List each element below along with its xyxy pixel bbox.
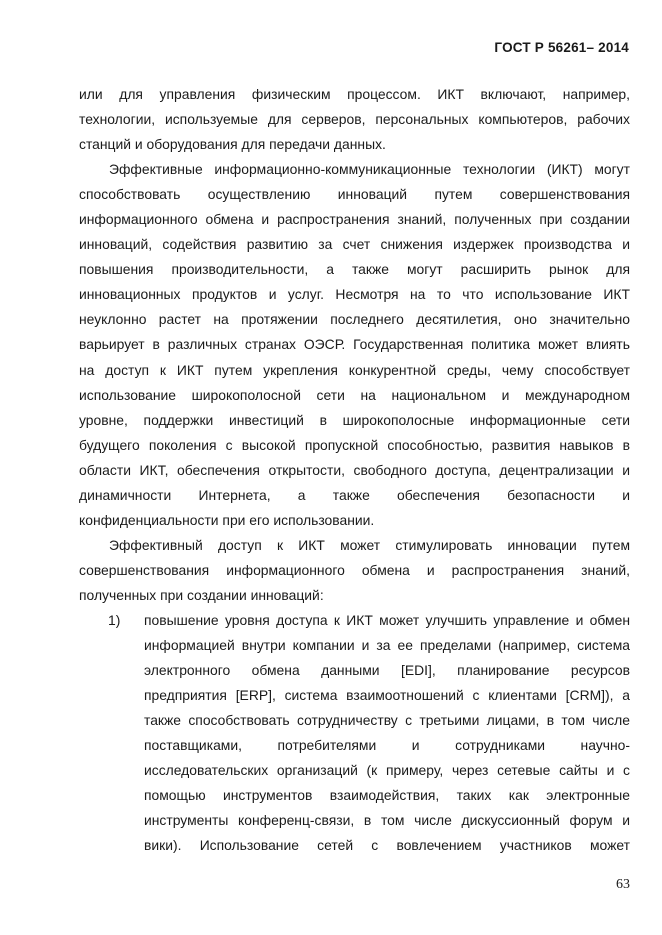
text-line: повышения производительности, а также могут расширить рынок для (79, 261, 630, 278)
text-line: использование широкополосной сети на национальном и международном (79, 386, 630, 403)
text-line: будущего поколения с высокой пропускной способностью, развития навыков в (79, 436, 630, 453)
text-line: неуклонно растет на протяжении последнего десятилетия, оно значительно (79, 311, 630, 328)
text-line: станций и оборудования для передачи данных. (79, 136, 386, 153)
list-item-1 (79, 608, 630, 858)
text-line: информационного обмена и распространения знаний, полученных при создании (79, 211, 630, 228)
text-line: инноваций, содействия развитию за счет снижения издержек производства и (79, 236, 630, 253)
text-line: на доступ к ИКТ путем укрепления конкурентной среды, чему способствует (79, 361, 630, 378)
text-line: информацией внутри компании и за ее пределами (например, система (144, 637, 630, 654)
text-line: уровне, поддержки инвестиций в широкополосные информационные сети (79, 411, 630, 428)
document-body (79, 82, 630, 858)
list-item-number: 1) (108, 611, 121, 628)
text-line: конфиденциальности при его использовании. (79, 511, 375, 528)
text-line: помощью инструментов взаимодействия, таких как электронные (144, 787, 630, 804)
text-line: Эффективные информационно-коммуникационные технологии (ИКТ) могут (109, 161, 630, 178)
text-line: совершенствования информационного обмена и распространения знаний, (79, 561, 630, 578)
paragraph-1 (79, 82, 630, 157)
paragraph-3 (79, 533, 630, 608)
text-line: поставщиками, потребителями и сотрудниками научно- (144, 737, 630, 754)
text-line: повышение уровня доступа к ИКТ может улучшить управление и обмен (144, 611, 630, 628)
text-line: полученных при создании инноваций: (79, 586, 324, 603)
page-number: 63 (616, 877, 630, 892)
text-line: исследовательских организаций (к примеру, через сетевые сайты и с (144, 762, 630, 779)
text-line: Эффективный доступ к ИКТ может стимулировать инновации путем (109, 536, 630, 553)
text-line: электронного обмена данными [EDI], планирование ресурсов (144, 662, 630, 679)
text-line: способствовать осуществлению инноваций путем совершенствования (79, 186, 630, 203)
text-line: также способствовать сотрудничеству с третьими лицами, в том числе (144, 712, 630, 729)
text-line: или для управления физическим процессом. ИКТ включают, например, (79, 86, 630, 102)
paragraph-2 (79, 157, 630, 533)
text-line: вики). Использование сетей с вовлечением участников может (144, 837, 630, 854)
text-line: инструменты конференц-связи, в том числе дискуссионный форум и (144, 812, 630, 829)
text-line: варьирует в различных странах ОЭСР. Государственная политика может влиять (79, 336, 630, 353)
text-line: инновационных продуктов и услуг. Несмотря на то что использование ИКТ (79, 286, 630, 303)
text-line: области ИКТ, обеспечения открытости, свободного доступа, децентрализации и (79, 461, 630, 478)
document-standard-header: ГОСТ Р 56261– 2014 (494, 40, 629, 55)
text-line: динамичности Интернета, а также обеспечения безопасности и (79, 486, 630, 503)
text-line: предприятия [ERP], система взаимоотношений с клиентами [CRM]), а (144, 687, 630, 704)
text-line: технологии, используемые для серверов, персональных компьютеров, рабочих (79, 111, 630, 128)
